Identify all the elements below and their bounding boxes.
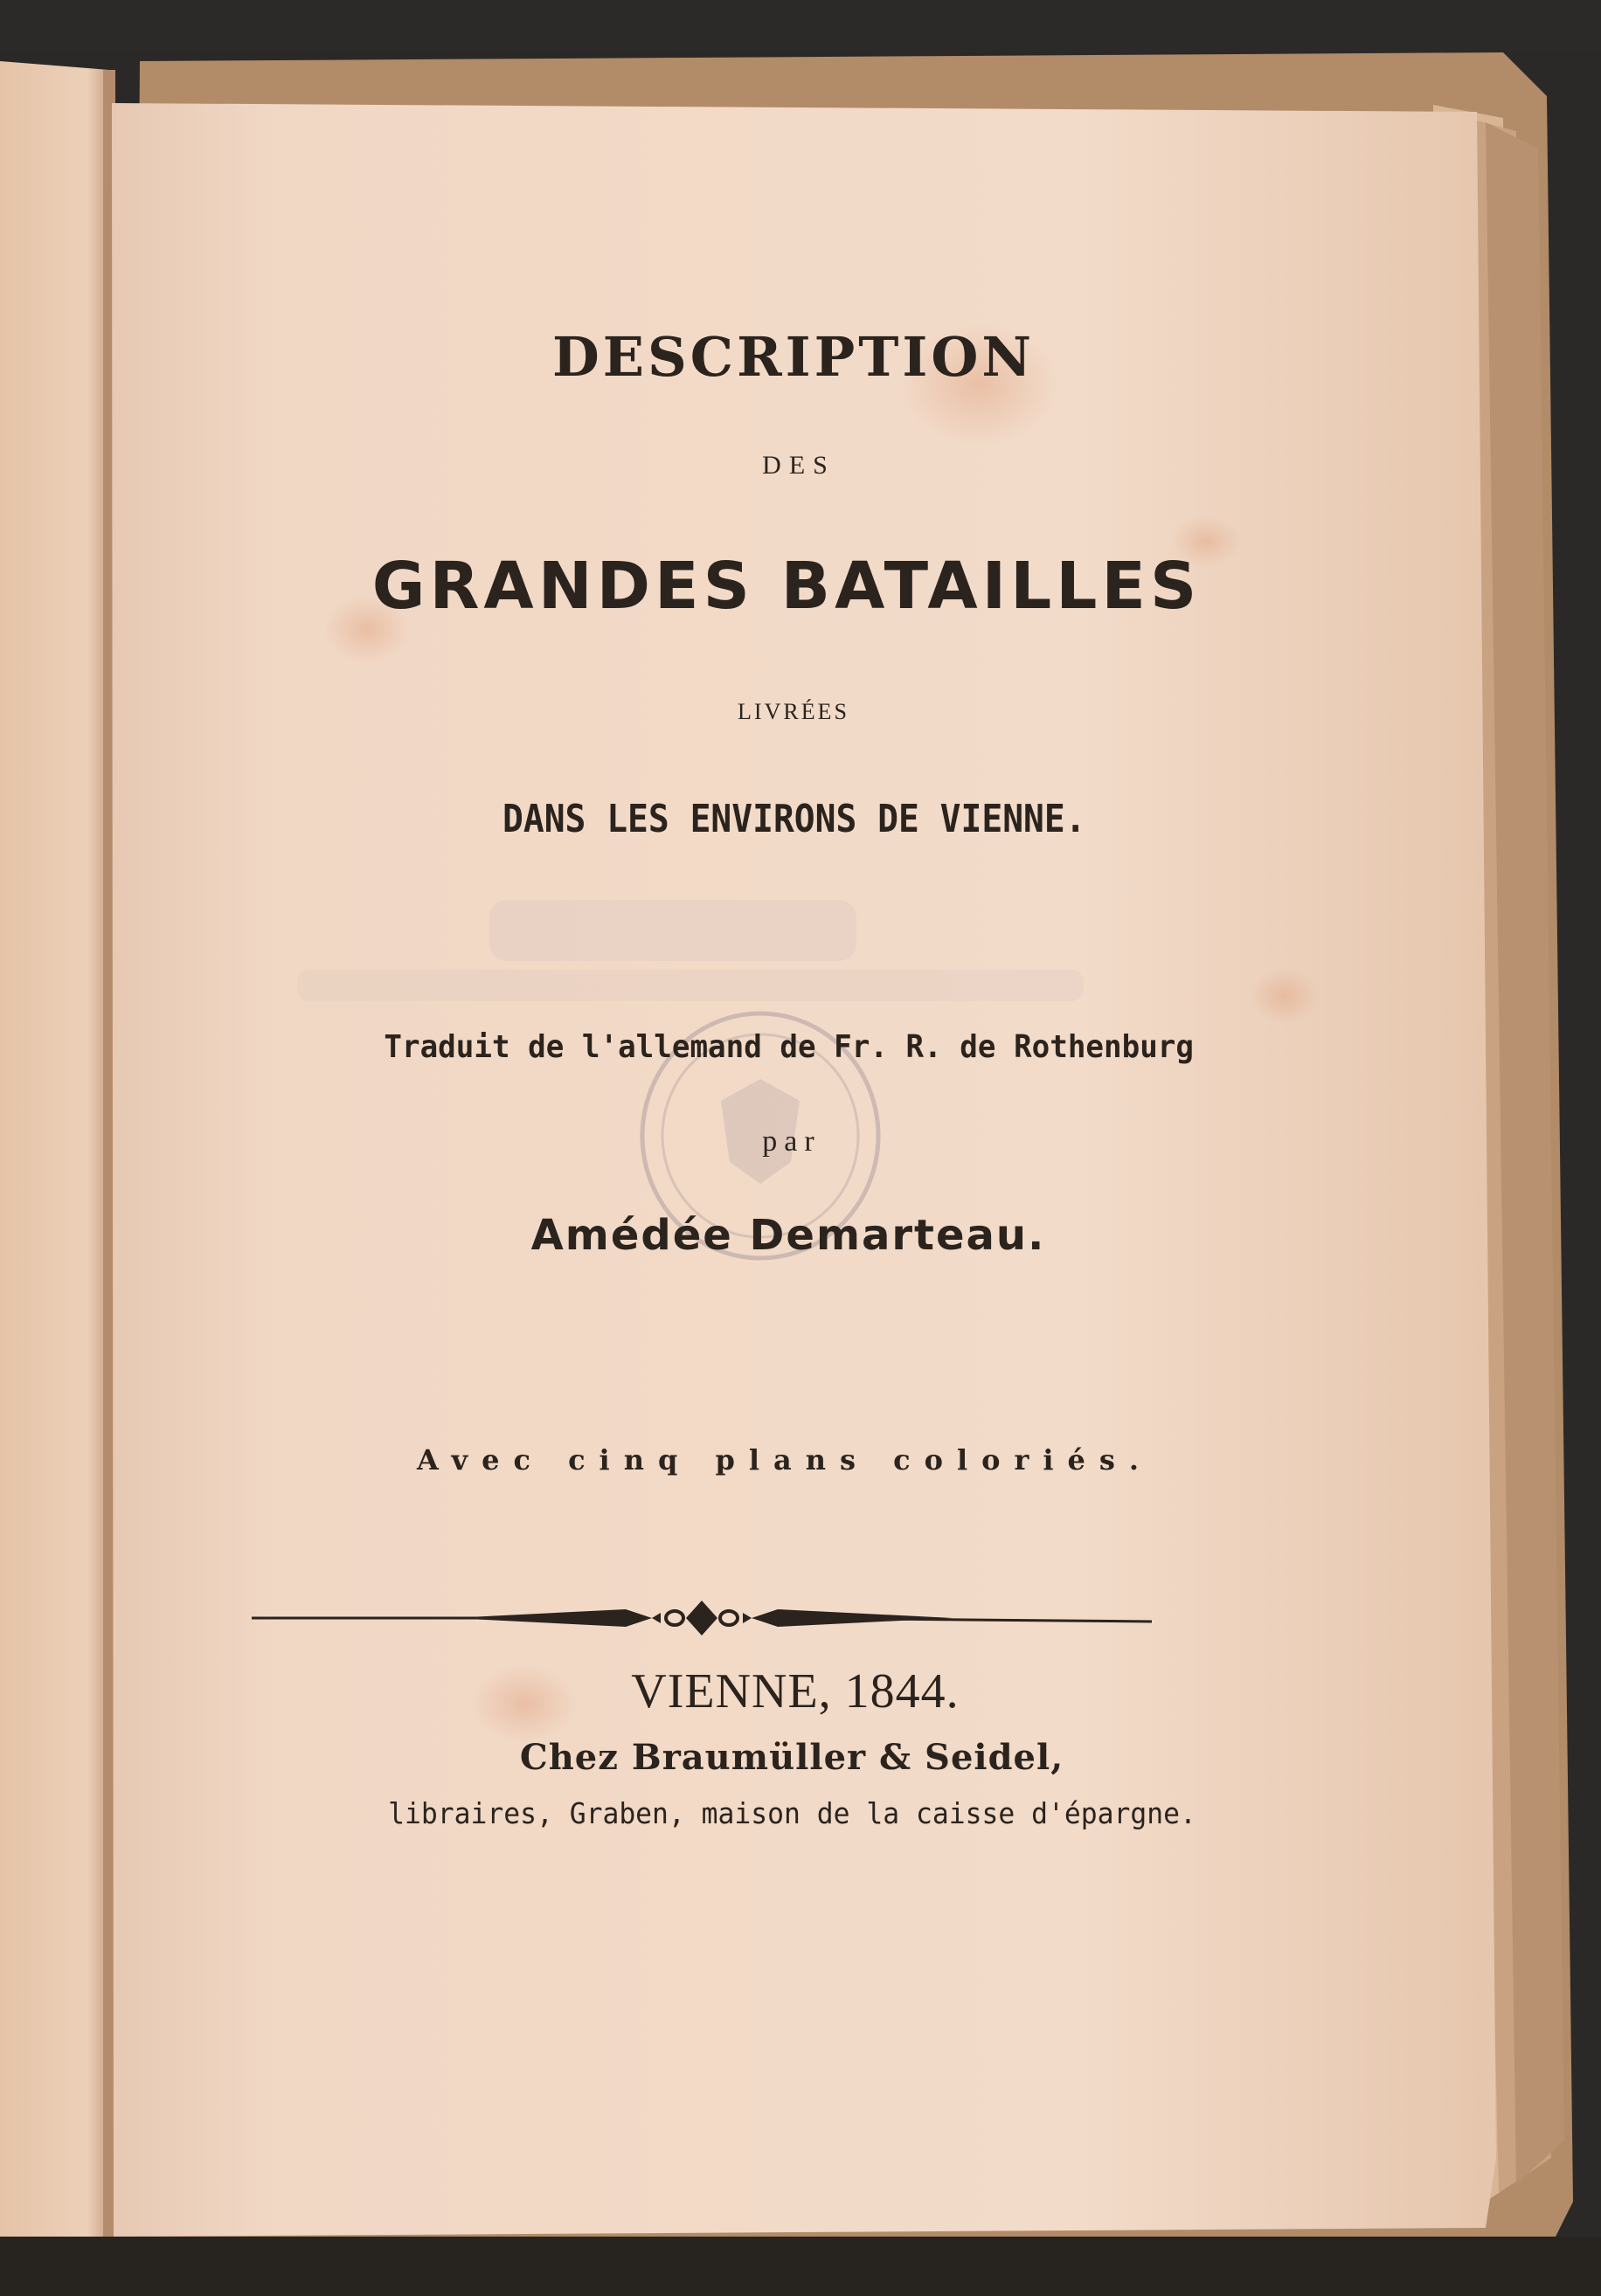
title-line-2: GRANDES BATAILLES bbox=[371, 549, 1202, 624]
translation-note: Traduit de l'allemand de Fr. R. de Rothenburg bbox=[384, 1029, 1194, 1065]
ornamental-rule bbox=[250, 1599, 1154, 1653]
plates-note: Avec cinq plans coloriés. bbox=[416, 1443, 1154, 1476]
title-connector: DES bbox=[762, 451, 835, 480]
imprint-publisher: Chez Braumüller & Seidel, bbox=[519, 1737, 1064, 1778]
imprint-place-year: VIENNE, 1844. bbox=[631, 1664, 960, 1719]
imprint-address: libraires, Graben, maison de la caisse d'épargne. bbox=[388, 1796, 1196, 1830]
title-line-1: DESCRIPTION bbox=[551, 325, 1036, 389]
by-line: par bbox=[762, 1125, 821, 1158]
subtitle: DANS LES ENVIRONS DE VIENNE. bbox=[502, 797, 1086, 841]
show-through-text bbox=[262, 882, 1136, 1005]
translator-name: Amédée Demarteau. bbox=[530, 1211, 1046, 1260]
subtitle-connector: LIVRÉES bbox=[738, 699, 849, 724]
